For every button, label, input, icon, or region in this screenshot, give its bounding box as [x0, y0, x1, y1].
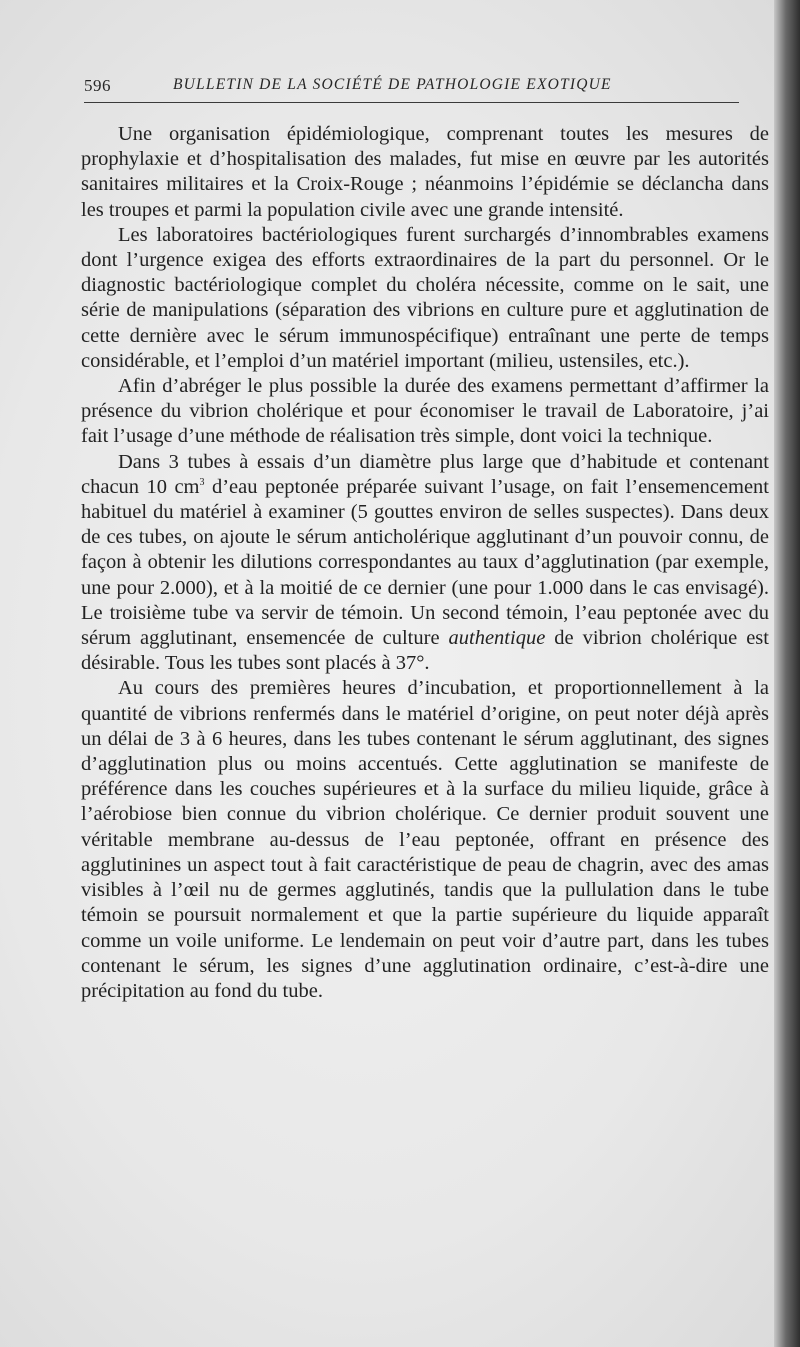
- technique-text-part-1: Dans 3 tubes à essais d’un diamètre plus large que d’habitude et contenant chacun 10 cm: [81, 450, 769, 498]
- running-title: BULLETIN DE LA SOCIÉTÉ DE PATHOLOGIE EXOTIQUE: [173, 76, 612, 93]
- paragraph-laboratoires: Les laboratoires bactériologiques furent surchargés d’innombrables examens dont l’urgence exigea des efforts extraordinaires de la part du personnel. Or le diagnostic bactériologique complet du choléra nécessite, comme on le sait, une série de manipulations (séparation des vibrions en culture pure et agglutination de cette dernière avec le sérum immunospécifique) entraînant une perte de temps considérable, et l’emploi d’un matériel important (milieu, ustensiles, etc.).: [81, 223, 769, 372]
- paragraph-methode: Afin d’abréger le plus possible la durée des examens permettant d’affirmer la présence du vibrion cholérique et pour économiser le travail de Laboratoire, j’ai fait l’usage d’une méthode de réalisation très simple, dont voici la technique.: [81, 375, 769, 448]
- paragraph-technique: [81, 450, 769, 677]
- technique-text-part-3: de vibrion cholérique est désirable. Tous les tubes sont placés à 37°.: [81, 627, 769, 675]
- italic-authentique: authentique: [448, 627, 546, 650]
- page-header: [84, 76, 744, 100]
- paragraph-incubation: Au cours des premières heures d’incubation, et proportionnellement à la quantité de vibrions renfermés dans le matériel d’origine, on peut noter déjà après un délai de 3 à 6 heures, dans les tubes contenant le sérum agglutinant, des signes d’agglutination plus ou moins accentués. Cette agglutination se manifeste de préférence dans les couches supérieures et à la surface du milieu liquide, grâce à l’aérobiose bien connue du vibrion cholérique. Ce dernier produit souvent une véritable membrane au-dessus de l’eau peptonée, offrant en présence des agglutinines un aspect tout à fait caractéristique de peau de chagrin, avec des amas visibles à l’œil nu de germes agglutinés, tandis que la pullulation dans le tube témoin se poursuit normalement et que la partie supérieure du liquide apparaît comme un voile uniforme. Le lendemain on peut voir d’autre part, dans les tubes contenant le sérum, les signes d’une agglutination ordinaire, c’est-à-dire une précipitation au fond du tube.: [81, 677, 769, 1002]
- page-binding-shadow: [774, 0, 800, 1347]
- paragraph-organisation: Une organisation épidémiologique, comprenant toutes les mesures de prophylaxie et d’hospitalisation des malades, fut mise en œuvre par les autorités sanitaires militaires et la Croix-Rouge ; néanmoins l’épidémie se déclancha dans les troupes et parmi la population civile avec une grande intensité.: [81, 123, 769, 221]
- header-rule: [84, 102, 739, 103]
- page-number: 596: [84, 76, 111, 95]
- body-text: [81, 122, 769, 1004]
- cubic-superscript: 3: [199, 477, 205, 489]
- technique-text-part-2: d’eau peptonée préparée suivant l’usage, on fait l’ensemencement habituel du matériel à examiner (5 gouttes environ de selles suspectes). Dans deux de ces tubes, on ajoute le sérum anticholérique agglutinant d’un pouvoir connu, de façon à obtenir les dilutions correspondantes au taux d’agglutination (par exemple, une pour 2.000), et à la moitié de ce dernier (une pour 1.000 dans le cas envisagé). Le troisième tube va servir de témoin. Un second témoin, l’eau peptonée avec du sérum agglutinant, ensemencée de culture: [81, 475, 770, 650]
